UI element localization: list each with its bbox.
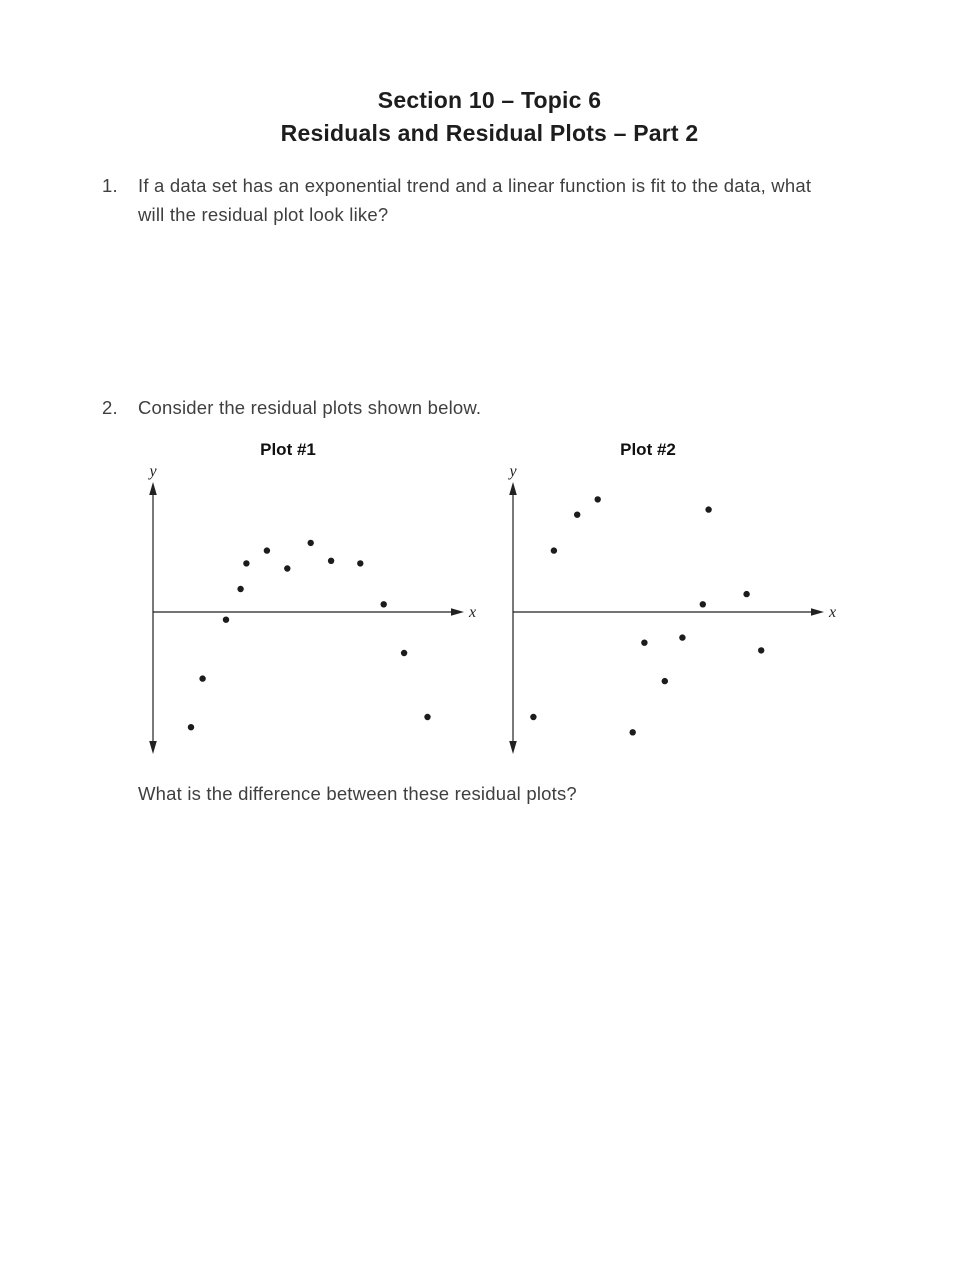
plot-2-y-axis-arrow-up (509, 482, 517, 495)
plot-2-svg (493, 462, 845, 762)
question-2 (102, 394, 830, 423)
plot-1-y-axis-arrow-down (149, 741, 157, 754)
data-point (284, 565, 290, 571)
data-point (243, 560, 249, 566)
data-point (641, 640, 647, 646)
data-point (530, 714, 536, 720)
page-title (0, 84, 979, 151)
data-point (758, 647, 764, 653)
question-1 (102, 172, 830, 229)
data-point (401, 650, 407, 656)
data-point (743, 591, 749, 597)
data-point (662, 678, 668, 684)
plot-2-y-axis-arrow-down (509, 741, 517, 754)
plot-1-title: Plot #1 (260, 440, 316, 459)
data-point (574, 512, 580, 518)
question-2-number: 2. (102, 397, 118, 418)
plot-2-figure (493, 440, 845, 762)
plot-1-y-axis-label: y (149, 463, 157, 480)
data-point (223, 617, 229, 623)
data-point (357, 560, 363, 566)
data-point (551, 547, 557, 553)
plot-1-x-axis-arrow-right (451, 608, 464, 616)
data-point (705, 506, 711, 512)
data-point (237, 586, 243, 592)
question-2-followup: What is the difference between these residual plots? (138, 783, 577, 804)
plot-2-x-axis-arrow-right (811, 608, 824, 616)
plot-1-y-axis-arrow-up (149, 482, 157, 495)
data-point (199, 675, 205, 681)
plot-1-figure (133, 440, 485, 762)
data-point (679, 634, 685, 640)
data-point (595, 496, 601, 502)
plot-2-x-axis-label: x (829, 604, 837, 621)
question-1-number: 1. (102, 175, 118, 196)
question-2-text: Consider the residual plots shown below. (138, 397, 482, 418)
question-1-text: If a data set has an exponential trend and a linear function is fit to the data, what will the residual plot look like? (138, 175, 812, 225)
plot-2-title: Plot #2 (620, 440, 676, 459)
data-point (328, 558, 334, 564)
data-point (700, 601, 706, 607)
data-point (381, 601, 387, 607)
title-line-1: Section 10 – Topic 6 (377, 87, 602, 113)
plot-1-svg (133, 462, 485, 762)
data-point (630, 729, 636, 735)
plot-2-y-axis-label: y (509, 463, 517, 480)
data-point (308, 540, 314, 546)
data-point (264, 547, 270, 553)
data-point (188, 724, 194, 730)
residual-plots-row (133, 440, 845, 762)
data-point (424, 714, 430, 720)
title-line-2: Residuals and Residual Plots – Part 2 (280, 120, 699, 147)
plot-1-x-axis-label: x (469, 604, 477, 621)
